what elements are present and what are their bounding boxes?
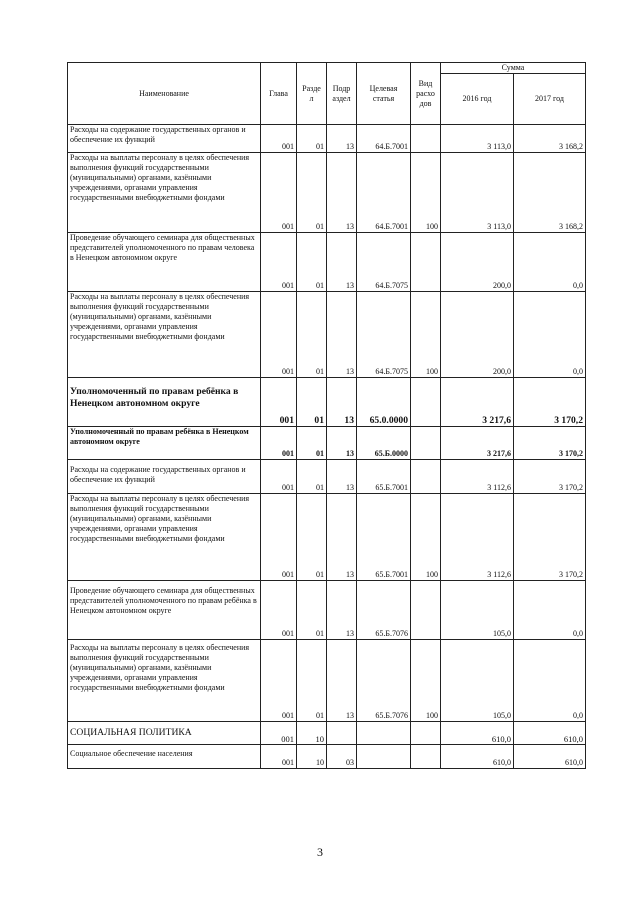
row-2017: 3 170,2	[514, 460, 586, 494]
table-row	[68, 125, 586, 153]
col-header-expense-type: Вид расхо дов	[411, 63, 441, 125]
row-2017: 3 168,2	[514, 125, 586, 153]
row-subsection: 13	[327, 581, 357, 640]
row-section: 01	[297, 378, 327, 427]
row-subsection: 13	[327, 292, 357, 378]
row-exp-type	[411, 427, 441, 460]
row-target: 65.Б.7076	[357, 640, 411, 722]
row-section: 01	[297, 153, 327, 233]
col-header-sum: Сумма	[441, 63, 586, 74]
row-exp-type	[411, 722, 441, 745]
row-subsection: 13	[327, 153, 357, 233]
table-row	[68, 722, 586, 745]
row-target: 64.Б.7075	[357, 233, 411, 292]
col-header-section: Разде л	[297, 63, 327, 125]
row-2016: 3 113,0	[441, 153, 514, 233]
row-chapter: 001	[261, 745, 297, 769]
row-2017: 3 170,2	[514, 494, 586, 581]
row-subsection	[327, 722, 357, 745]
row-section: 01	[297, 581, 327, 640]
row-target: 65.Б.7001	[357, 460, 411, 494]
row-2016: 3 113,0	[441, 125, 514, 153]
row-2016: 610,0	[441, 745, 514, 769]
row-subsection: 13	[327, 460, 357, 494]
row-target: 65.Б.7076	[357, 581, 411, 640]
row-2016: 105,0	[441, 640, 514, 722]
row-subsection: 13	[327, 233, 357, 292]
row-chapter: 001	[261, 427, 297, 460]
row-target: 64.Б.7001	[357, 153, 411, 233]
row-subsection: 03	[327, 745, 357, 769]
row-target: 64.Б.7001	[357, 125, 411, 153]
row-chapter: 001	[261, 125, 297, 153]
row-chapter: 001	[261, 153, 297, 233]
row-target	[357, 745, 411, 769]
row-exp-type	[411, 745, 441, 769]
row-section: 01	[297, 292, 327, 378]
header-row-top	[68, 63, 586, 74]
row-2016: 200,0	[441, 292, 514, 378]
table-row	[68, 378, 586, 427]
col-header-subsection: Подр аздел	[327, 63, 357, 125]
row-2017: 3 168,2	[514, 153, 586, 233]
row-section: 01	[297, 233, 327, 292]
row-section: 10	[297, 745, 327, 769]
row-target	[357, 722, 411, 745]
row-2016: 3 112,6	[441, 460, 514, 494]
row-exp-type: 100	[411, 640, 441, 722]
col-header-target: Целевая статья	[357, 63, 411, 125]
page-number: 3	[317, 845, 323, 859]
row-name: Проведение обучающего семинара для общественных представителей уполномоченного по правам человека в Ненецком автономном округе	[68, 233, 261, 292]
row-2016: 3 217,6	[441, 427, 514, 460]
row-exp-type	[411, 378, 441, 427]
row-chapter: 001	[261, 722, 297, 745]
row-section: 01	[297, 460, 327, 494]
row-chapter: 001	[261, 640, 297, 722]
row-2016: 3 112,6	[441, 494, 514, 581]
row-name: Проведение обучающего семинара для общественных представителей уполномоченного по правам ребёнка в Ненецком автономном округе	[68, 581, 261, 640]
table-row	[68, 581, 586, 640]
row-subsection: 13	[327, 427, 357, 460]
row-chapter: 001	[261, 233, 297, 292]
col-header-2016: 2016 год	[441, 74, 514, 125]
row-section: 01	[297, 125, 327, 153]
row-chapter: 001	[261, 460, 297, 494]
row-subsection: 13	[327, 378, 357, 427]
table-row	[68, 745, 586, 769]
row-exp-type	[411, 233, 441, 292]
row-2016: 200,0	[441, 233, 514, 292]
row-chapter: 001	[261, 378, 297, 427]
table-row	[68, 494, 586, 581]
row-2017: 0,0	[514, 233, 586, 292]
row-name: Расходы на выплаты персоналу в целях обеспечения выполнения функций государственными (муниципальными) органами, казёнными учреждениями, органами управления государственными внебюджетными фондами	[68, 494, 261, 581]
col-header-2017: 2017 год	[514, 74, 586, 125]
row-chapter: 001	[261, 581, 297, 640]
row-2016: 105,0	[441, 581, 514, 640]
row-exp-type	[411, 125, 441, 153]
row-target: 64.Б.7075	[357, 292, 411, 378]
row-name: Уполномоченный по правам ребёнка в Ненецком автономном округе	[68, 427, 261, 460]
table-row	[68, 427, 586, 460]
row-2016: 610,0	[441, 722, 514, 745]
row-2017: 610,0	[514, 722, 586, 745]
row-2017: 3 170,2	[514, 427, 586, 460]
row-name: Уполномоченный по правам ребёнка в Ненецком автономном округе	[68, 378, 261, 427]
row-2017: 0,0	[514, 292, 586, 378]
row-2017: 0,0	[514, 581, 586, 640]
row-name: Расходы на выплаты персоналу в целях обеспечения выполнения функций государственными (муниципальными) органами, казёнными учреждениями, органами управления государственными внебюджетными фондами	[68, 640, 261, 722]
row-section: 10	[297, 722, 327, 745]
row-exp-type	[411, 581, 441, 640]
table-row	[68, 233, 586, 292]
row-section: 01	[297, 640, 327, 722]
row-target: 65.Б.7001	[357, 494, 411, 581]
row-target: 65.Б.0000	[357, 427, 411, 460]
row-name: Социальное обеспечение населения	[68, 745, 261, 769]
row-name: Расходы на выплаты персоналу в целях обеспечения выполнения функций государственными (муниципальными) органами, казёнными учреждениями, органами управления государственными внебюджетными фондами	[68, 292, 261, 378]
table-row	[68, 460, 586, 494]
row-section: 01	[297, 427, 327, 460]
row-name: Расходы на содержание государственных органов и обеспечение их функций	[68, 125, 261, 153]
row-2017: 3 170,2	[514, 378, 586, 427]
row-section: 01	[297, 494, 327, 581]
row-subsection: 13	[327, 125, 357, 153]
col-header-name: Наименование	[68, 63, 261, 125]
row-chapter: 001	[261, 292, 297, 378]
row-exp-type: 100	[411, 292, 441, 378]
table-row	[68, 153, 586, 233]
row-exp-type: 100	[411, 494, 441, 581]
row-exp-type: 100	[411, 153, 441, 233]
row-2017: 610,0	[514, 745, 586, 769]
row-subsection: 13	[327, 640, 357, 722]
table-row	[68, 292, 586, 378]
table-row	[68, 640, 586, 722]
row-2016: 3 217,6	[441, 378, 514, 427]
row-name: Расходы на выплаты персоналу в целях обеспечения выполнения функций государственными (муниципальными) органами, казёнными учреждениями, органами управления государственными внебюджетными фондами	[68, 153, 261, 233]
row-chapter: 001	[261, 494, 297, 581]
row-name: СОЦИАЛЬНАЯ ПОЛИТИКА	[68, 722, 261, 745]
budget-table	[67, 62, 586, 769]
row-2017: 0,0	[514, 640, 586, 722]
row-subsection: 13	[327, 494, 357, 581]
col-header-chapter: Глава	[261, 63, 297, 125]
row-name: Расходы на содержание государственных органов и обеспечение их функций	[68, 460, 261, 494]
row-target: 65.0.0000	[357, 378, 411, 427]
row-exp-type	[411, 460, 441, 494]
